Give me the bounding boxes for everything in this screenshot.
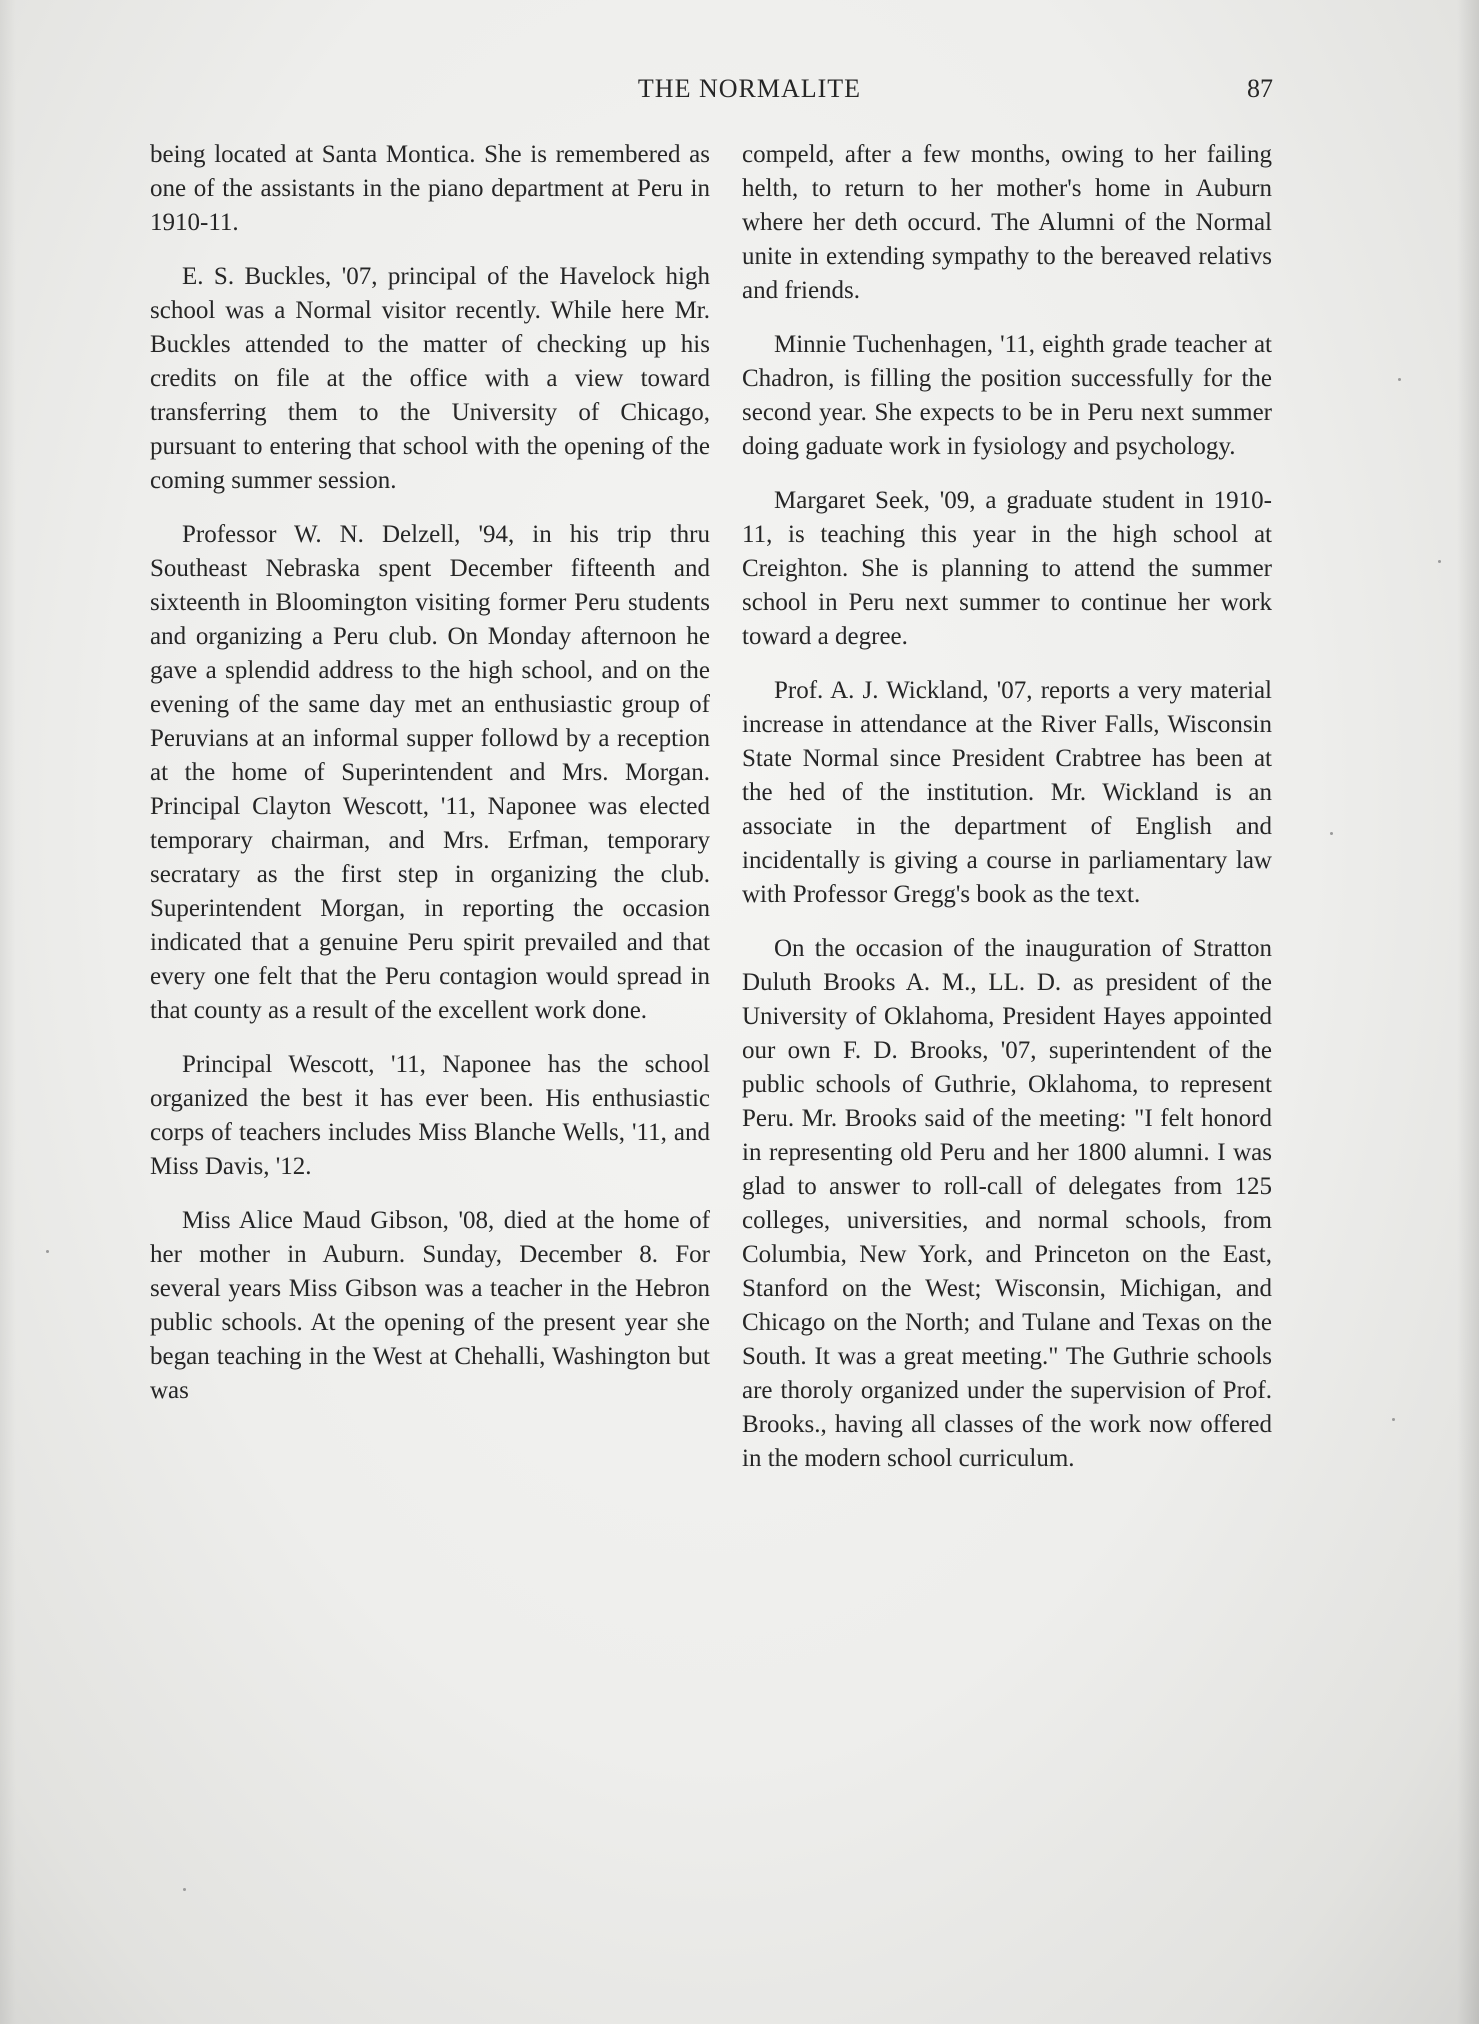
paragraph: On the occasion of the inauguration of Stratton Duluth Brooks A. M., LL. D. as president of the University of Oklahoma, President Hayes appointed our own F. D. Brooks, '07, superintendent of the public schools of Guthrie, Oklahoma, to represent Peru. Mr. Brooks said of the meeting: "I felt honord in representing old Peru and her 1800 alumni. I was glad to answer to roll-call of delegates from 125 colleges, universities, and normal schools, from Columbia, New York, and Princeton on the East, Stanford on the West; Wisconsin, Michigan, and Chicago on the North; and Tulane and Texas on the South. It was a great meeting." The Guthrie schools are thoroly organized under the supervision of Prof. Brooks., having all classes of the work now offered in the modern school curriculum. xyxy=(742,935,1272,1472)
paragraph: E. S. Buckles, '07, principal of the Havelock high school was a Normal visitor recently. While here Mr. Buckles attended to the matter of checking up his credits on file at the office with a view toward transferring them to the University of Chicago, pursuant to entering that school with the opening of the coming summer session. xyxy=(150,263,710,494)
paragraph: Miss Alice Maud Gibson, '08, died at the home of her mother in Auburn. Sunday, December 8. For several years Miss Gibson was a teacher in the Hebron public schools. At the opening of the present year she began teaching in the West at Chehalli, Washington but was xyxy=(150,1207,710,1404)
paragraph: being located at Santa Montica. She is remembered as one of the assistants in the piano department at Peru in 1910-11. xyxy=(150,141,710,236)
page-number: 87 xyxy=(1247,74,1273,103)
scan-speck xyxy=(46,1250,49,1253)
paragraph: Margaret Seek, '09, a graduate student in 1910-11, is teaching this year in the high school at Creighton. She is planning to attend the summer school in Peru next summer to continue her work toward a degree. xyxy=(742,487,1272,650)
scan-speck xyxy=(1438,560,1441,563)
paragraph: Minnie Tuchenhagen, '11, eighth grade teacher at Chadron, is filling the position successfully for the second year. She expects to be in Peru next summer doing gaduate work in fysiology and psychology. xyxy=(742,331,1272,460)
page-header xyxy=(0,74,1479,114)
scan-speck xyxy=(1398,378,1401,381)
paragraph: Principal Wescott, '11, Naponee has the school organized the best it has ever been. His enthusiastic corps of teachers includes Miss Blanche Wells, '11, and Miss Davis, '12. xyxy=(150,1051,710,1180)
scan-speck xyxy=(1330,832,1333,835)
paragraph: Prof. A. J. Wickland, '07, reports a very material increase in attendance at the River Falls, Wisconsin State Normal since President Crabtree has been at the hed of the institution. Mr. Wickland is an associate in the department of English and incidentally is giving a course in parliamentary law with Professor Gregg's book as the text. xyxy=(742,677,1272,908)
left-column xyxy=(150,138,710,1428)
scan-speck xyxy=(183,1888,186,1891)
page-left-shadow xyxy=(0,0,16,2024)
scan-speck xyxy=(1392,1418,1395,1421)
right-column xyxy=(742,138,1272,1496)
page-right-shadow xyxy=(1457,0,1479,2024)
running-title: THE NORMALITE xyxy=(637,74,862,103)
paragraph: Professor W. N. Delzell, '94, in his trip thru Southeast Nebraska spent December fifteenth and sixteenth in Bloomington visiting former Peru students and organizing a Peru club. On Monday afternoon he gave a splendid address to the high school, and on the evening of the same day met an enthusiastic group of Peruvians at an informal supper followd by a reception at the home of Superintendent and Mrs. Morgan. Principal Clayton Wescott, '11, Naponee was elected temporary chairman, and Mrs. Erfman, temporary secratary as the first step in organizing the club. Superintendent Morgan, in reporting the occasion indicated that a genuine Peru spirit prevailed and that every one felt that the Peru contagion would spread in that county as a result of the excellent work done. xyxy=(150,521,710,1024)
paragraph: compeld, after a few months, owing to her failing helth, to return to her mother's home in Auburn where her deth occurd. The Alumni of the Normal unite in extending sympathy to the bereaved relativs and friends. xyxy=(742,141,1272,304)
